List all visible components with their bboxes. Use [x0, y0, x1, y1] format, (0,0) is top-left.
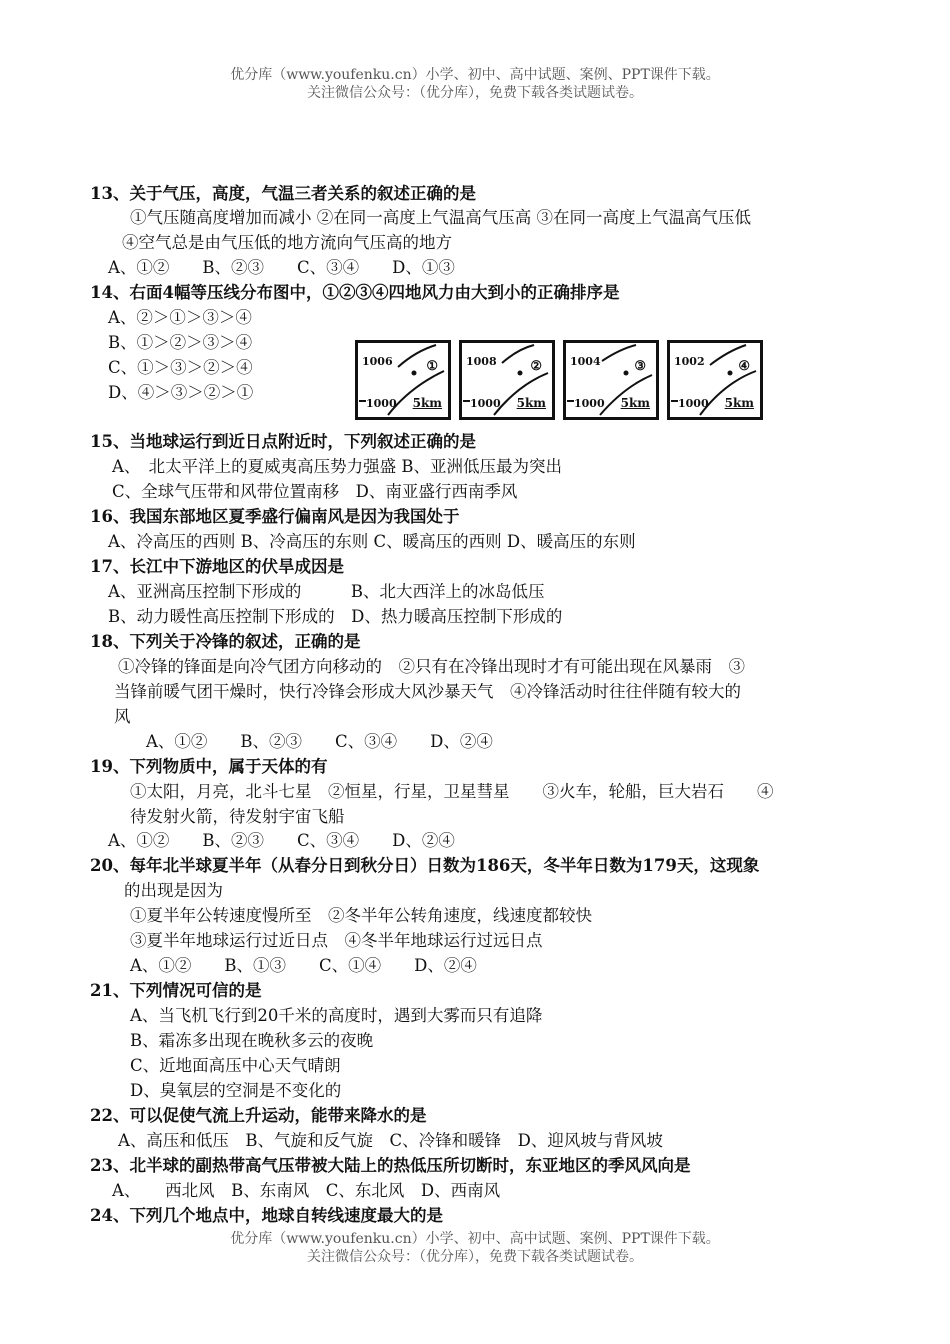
- q18-statements-3: 风: [114, 707, 131, 726]
- isobar-diagram-3: [563, 340, 659, 420]
- q19-options: A、①② B、②③ C、③④ D、②④: [108, 831, 455, 850]
- isobar-diagram-2: [459, 340, 555, 420]
- q20-options: A、①② B、①③ C、①④ D、②④: [130, 956, 477, 975]
- scale-label: 5km: [620, 396, 650, 410]
- q13-options: A、①② B、②③ C、③④ D、①③: [108, 258, 455, 277]
- isobar-bottom-label: 1000: [366, 397, 397, 410]
- q15-options-1: A、 北太平洋上的夏威夷高压势力强盛 B、亚洲低压最为突出: [112, 457, 563, 476]
- scale-label: 5km: [724, 396, 754, 410]
- question-13: 13、关于气压，高度，气温三者关系的叙述正确的是: [90, 184, 476, 203]
- isobar-bottom-label: 1000: [574, 397, 605, 410]
- q21-option-b: B、霜冻多出现在晚秋多云的夜晚: [130, 1031, 374, 1050]
- isobar-top-label: 1008: [466, 355, 497, 368]
- question-24: 24、下列几个地点中，地球自转线速度最大的是: [90, 1206, 443, 1225]
- header-line-2: 关注微信公众号：（优分库），免费下载各类试题试卷。: [307, 85, 643, 101]
- q13-statements: ①气压随高度增加而减小 ②在同一高度上气温高气压高 ③在同一高度上气温高气压低: [130, 208, 751, 227]
- q14-option-d: D、④＞③＞②＞①: [108, 383, 254, 402]
- page-footer: [0, 1230, 950, 1266]
- q14-option-c: C、①＞③＞②＞④: [108, 358, 253, 377]
- page-header: [0, 66, 950, 102]
- question-16: 16、我国东部地区夏季盛行偏南风是因为我国处于: [90, 507, 460, 526]
- q18-statements-2: 当锋前暖气团干燥时，快行冷锋会形成大风沙暴天气 ④冷锋活动时往往伴随有较大的: [114, 682, 741, 701]
- header-line-1: 优分库（www.youfenku.cn）小学、初中、高中试题、案例、PPT课件下载。: [230, 67, 720, 83]
- isobar-top-label: 1002: [674, 355, 705, 368]
- point-label: ①: [426, 359, 438, 374]
- question-21: 21、下列情况可信的是: [90, 981, 262, 1000]
- q22-options: A、高压和低压 B、气旋和反气旋 C、冷锋和暖锋 D、迎风坡与背风坡: [118, 1131, 663, 1150]
- q14-option-b: B、①＞②＞③＞④: [108, 333, 253, 352]
- q18-options: A、①② B、②③ C、③④ D、②④: [146, 732, 493, 751]
- q23-options: A、 西北风 B、东南风 C、东北风 D、西南风: [112, 1181, 501, 1200]
- point-label: ④: [738, 359, 750, 374]
- question-19: 19、下列物质中，属于天体的有: [90, 757, 328, 776]
- question-14: 14、右面4幅等压线分布图中，①②③④四地风力由大到小的正确排序是: [90, 283, 620, 302]
- footer-line-1: 优分库（www.youfenku.cn）小学、初中、高中试题、案例、PPT课件下载。: [230, 1231, 720, 1247]
- point-label: ③: [634, 359, 646, 374]
- q21-option-d: D、臭氧层的空洞是不变化的: [130, 1081, 342, 1100]
- isobar-diagram-4: [667, 340, 763, 420]
- footer-line-2: 关注微信公众号：（优分库），免费下载各类试题试卷。: [307, 1249, 643, 1265]
- isobar-top-label: 1006: [362, 355, 393, 368]
- q18-statements-1: ①冷锋的锋面是向冷气团方向移动的 ②只有在冷锋出现时才有可能出现在风暴雨 ③: [118, 657, 745, 676]
- scale-label: 5km: [516, 396, 546, 410]
- scale-label: 5km: [412, 396, 442, 410]
- q17-options-2: B、动力暖性高压控制下形成的 D、热力暖高压控制下形成的: [108, 607, 563, 626]
- q21-option-c: C、近地面高压中心天气晴朗: [130, 1056, 341, 1075]
- q20-statements-2: ③夏半年地球运行过近日点 ④冬半年地球运行过远日点: [130, 931, 543, 950]
- q21-option-a: A、当飞机飞行到20千米的高度时，遇到大雾而只有追降: [130, 1006, 543, 1025]
- q13-statements-cont: ④空气总是由气压低的地方流向气压高的地方: [122, 233, 452, 252]
- point-label: ②: [530, 359, 542, 374]
- q20-statements-1: ①夏半年公转速度慢所至 ②冬半年公转角速度，线速度都较快: [130, 906, 592, 925]
- q16-options: A、冷高压的西则 B、冷高压的东则 C、暖高压的西则 D、暖高压的东则: [108, 532, 636, 551]
- question-18: 18、下列关于冷锋的叙述，正确的是: [90, 632, 361, 651]
- q14-option-a: A、②＞①＞③＞④: [108, 308, 252, 327]
- question-23: 23、北半球的副热带高气压带被大陆上的热低压所切断时，东亚地区的季风风向是: [90, 1156, 691, 1175]
- question-20-cont: 的出现是因为: [124, 881, 223, 900]
- q19-statements-1: ①太阳，月亮，北斗七星 ②恒星，行星，卫星彗星 ③火车，轮船，巨大岩石 ④: [130, 782, 774, 801]
- question-15: 15、当地球运行到近日点附近时，下列叙述正确的是: [90, 432, 476, 451]
- question-17: 17、长江中下游地区的伏旱成因是: [90, 557, 344, 576]
- isobar-top-label: 1004: [570, 355, 601, 368]
- question-22: 22、可以促使气流上升运动，能带来降水的是: [90, 1106, 427, 1125]
- q19-statements-2: 待发射火箭，待发射宇宙飞船: [130, 807, 345, 826]
- isobar-bottom-label: 1000: [678, 397, 709, 410]
- question-20: 20、每年北半球夏半年（从春分日到秋分日）日数为186天，冬半年日数为179天，这现象: [90, 856, 760, 875]
- q17-options-1: A、亚洲高压控制下形成的 B、北大西洋上的冰岛低压: [108, 582, 545, 601]
- isobar-diagram-1: [355, 340, 451, 420]
- q15-options-2: C、全球气压带和风带位置南移 D、南亚盛行西南季风: [112, 482, 518, 501]
- isobar-bottom-label: 1000: [470, 397, 501, 410]
- isobar-diagrams: [355, 340, 775, 426]
